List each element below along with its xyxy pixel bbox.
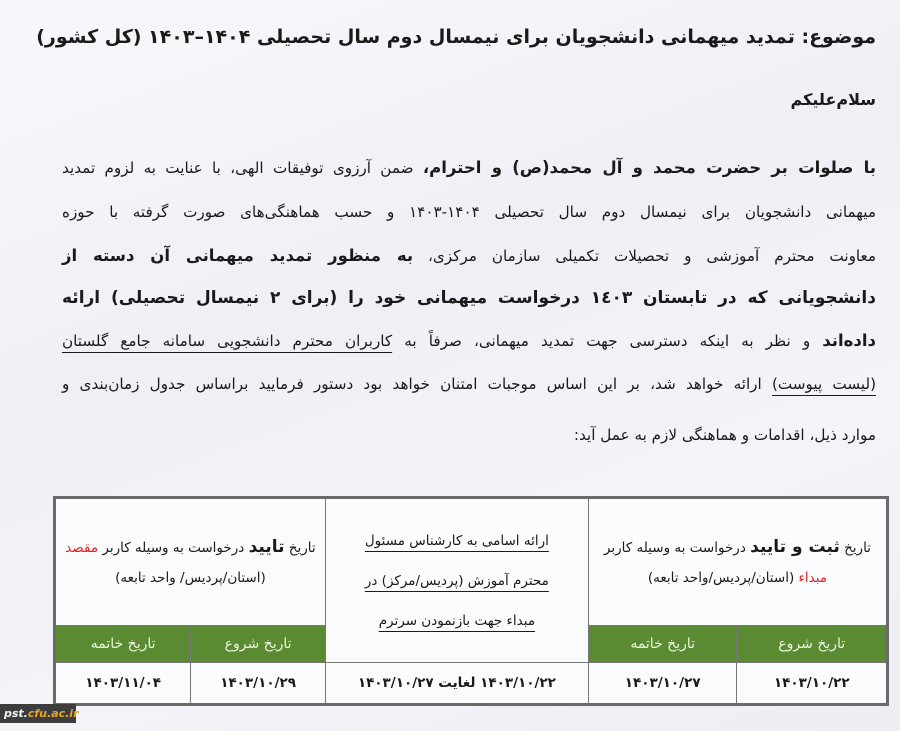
destination-end-date: ۱۴۰۳/۱۱/۰۴ [55,663,191,705]
body-text-bold: داده‌اند [822,331,876,350]
subject-heading: موضوع: تمدید میهمانی دانشجویان برای نیمسال دوم سال تحصیلی ۱۴۰۴–۱۴۰۳ (کل کشور) [36,26,876,48]
body-line-5 [62,331,876,350]
body-line-4: دانشجویانی که در تابستان ۱٤۰۳ درخواست میهمانی خود را (برای ۲ نیمسال تحصیلی) ارائه [62,288,876,308]
destination-end-label: تاریخ خاتمه [55,626,191,663]
middle-header-line-1: ارائه اسامی به کارشناس مسئول [364,532,549,549]
body-line-7: موارد ذیل، اقدامات و هماهنگی لازم به عمل آید: [573,426,876,444]
table-header-row [55,498,888,626]
header-text: درخواست به وسیله کاربر [603,539,751,556]
header-text: تاریخ [839,539,871,556]
body-text: ارائه خواهد شد، بر این اساس موجبات امتنان خواهد بود دستور فرمایید براساس جدول زمان‌بندی و [62,375,772,393]
watermark-text-2: cfu.ac.ir [27,707,79,720]
underlined-text: کاربران محترم دانشجویی سامانه جامع گلستان [62,332,393,350]
middle-header-line-3: مبداء جهت بازنمودن سرترم [378,612,536,629]
body-line-1 [62,158,876,177]
body-text: ضمن آرزوی توفیقات الهی، با عنایت به لزوم تمدید [62,159,423,177]
middle-date-range: ۱۴۰۳/۱۰/۲۲ لغایت ۱۴۰۳/۱۰/۲۷ [325,663,588,705]
table-dates-row [55,663,888,705]
origin-highlight: مبداء [798,569,828,586]
greeting: سلام‌علیکم [790,90,876,109]
header-strong-text: تایید [248,536,285,557]
body-text: و نظر به اینکه دسترسی جهت تمدید میهمانی، صرفاً به [392,332,823,350]
salutation-bold: با صلوات بر حضرت محمد و آل محمد(ص) و احترام، [422,158,876,177]
schedule-table [53,496,889,706]
destination-start-date: ۱۴۰۳/۱۰/۲۹ [191,663,326,705]
destination-highlight: مقصد [65,539,99,556]
body-text-bold: به منظور تمدید میهمانی آن دسته از [62,246,414,265]
header-text: تاریخ [284,539,316,556]
middle-header-cell [325,498,588,663]
attachment-list-reference: (لیست پیوست) [771,375,877,393]
site-watermark [0,704,79,723]
origin-header-cell [588,498,887,626]
origin-start-date: ۱۴۰۳/۱۰/۲۲ [737,663,888,705]
header-text: (استان/پردیس/واحد تابعه) [647,569,799,586]
header-text: درخواست به وسیله کاربر [98,539,249,556]
header-strong-text: ثبت و تایید [750,536,840,557]
destination-start-label: تاریخ شروع [191,626,326,663]
middle-header-line-2: محترم آموزش (پردیس/مرکز) در [364,572,549,589]
destination-header-cell [55,498,326,626]
watermark-text-1: pst. [4,707,28,720]
origin-start-label: تاریخ شروع [737,626,888,663]
body-line-6 [62,375,876,393]
body-line-3 [62,246,876,265]
body-text: معاونت محترم آموزشی و تحصیلات تکمیلی سازمان مرکزی، [413,247,876,265]
body-line-2: میهمانی دانشجویان برای نیمسال دوم سال تحصیلی ۱۴۰۴-۱۴۰۳ و حسب هماهنگی‌های صورت گرفته با حوزه [62,203,876,221]
origin-end-label: تاریخ خاتمه [588,626,737,663]
origin-end-date: ۱۴۰۳/۱۰/۲۷ [588,663,737,705]
header-text: (استان/پردیس/ واحد تابعه) [115,569,266,586]
